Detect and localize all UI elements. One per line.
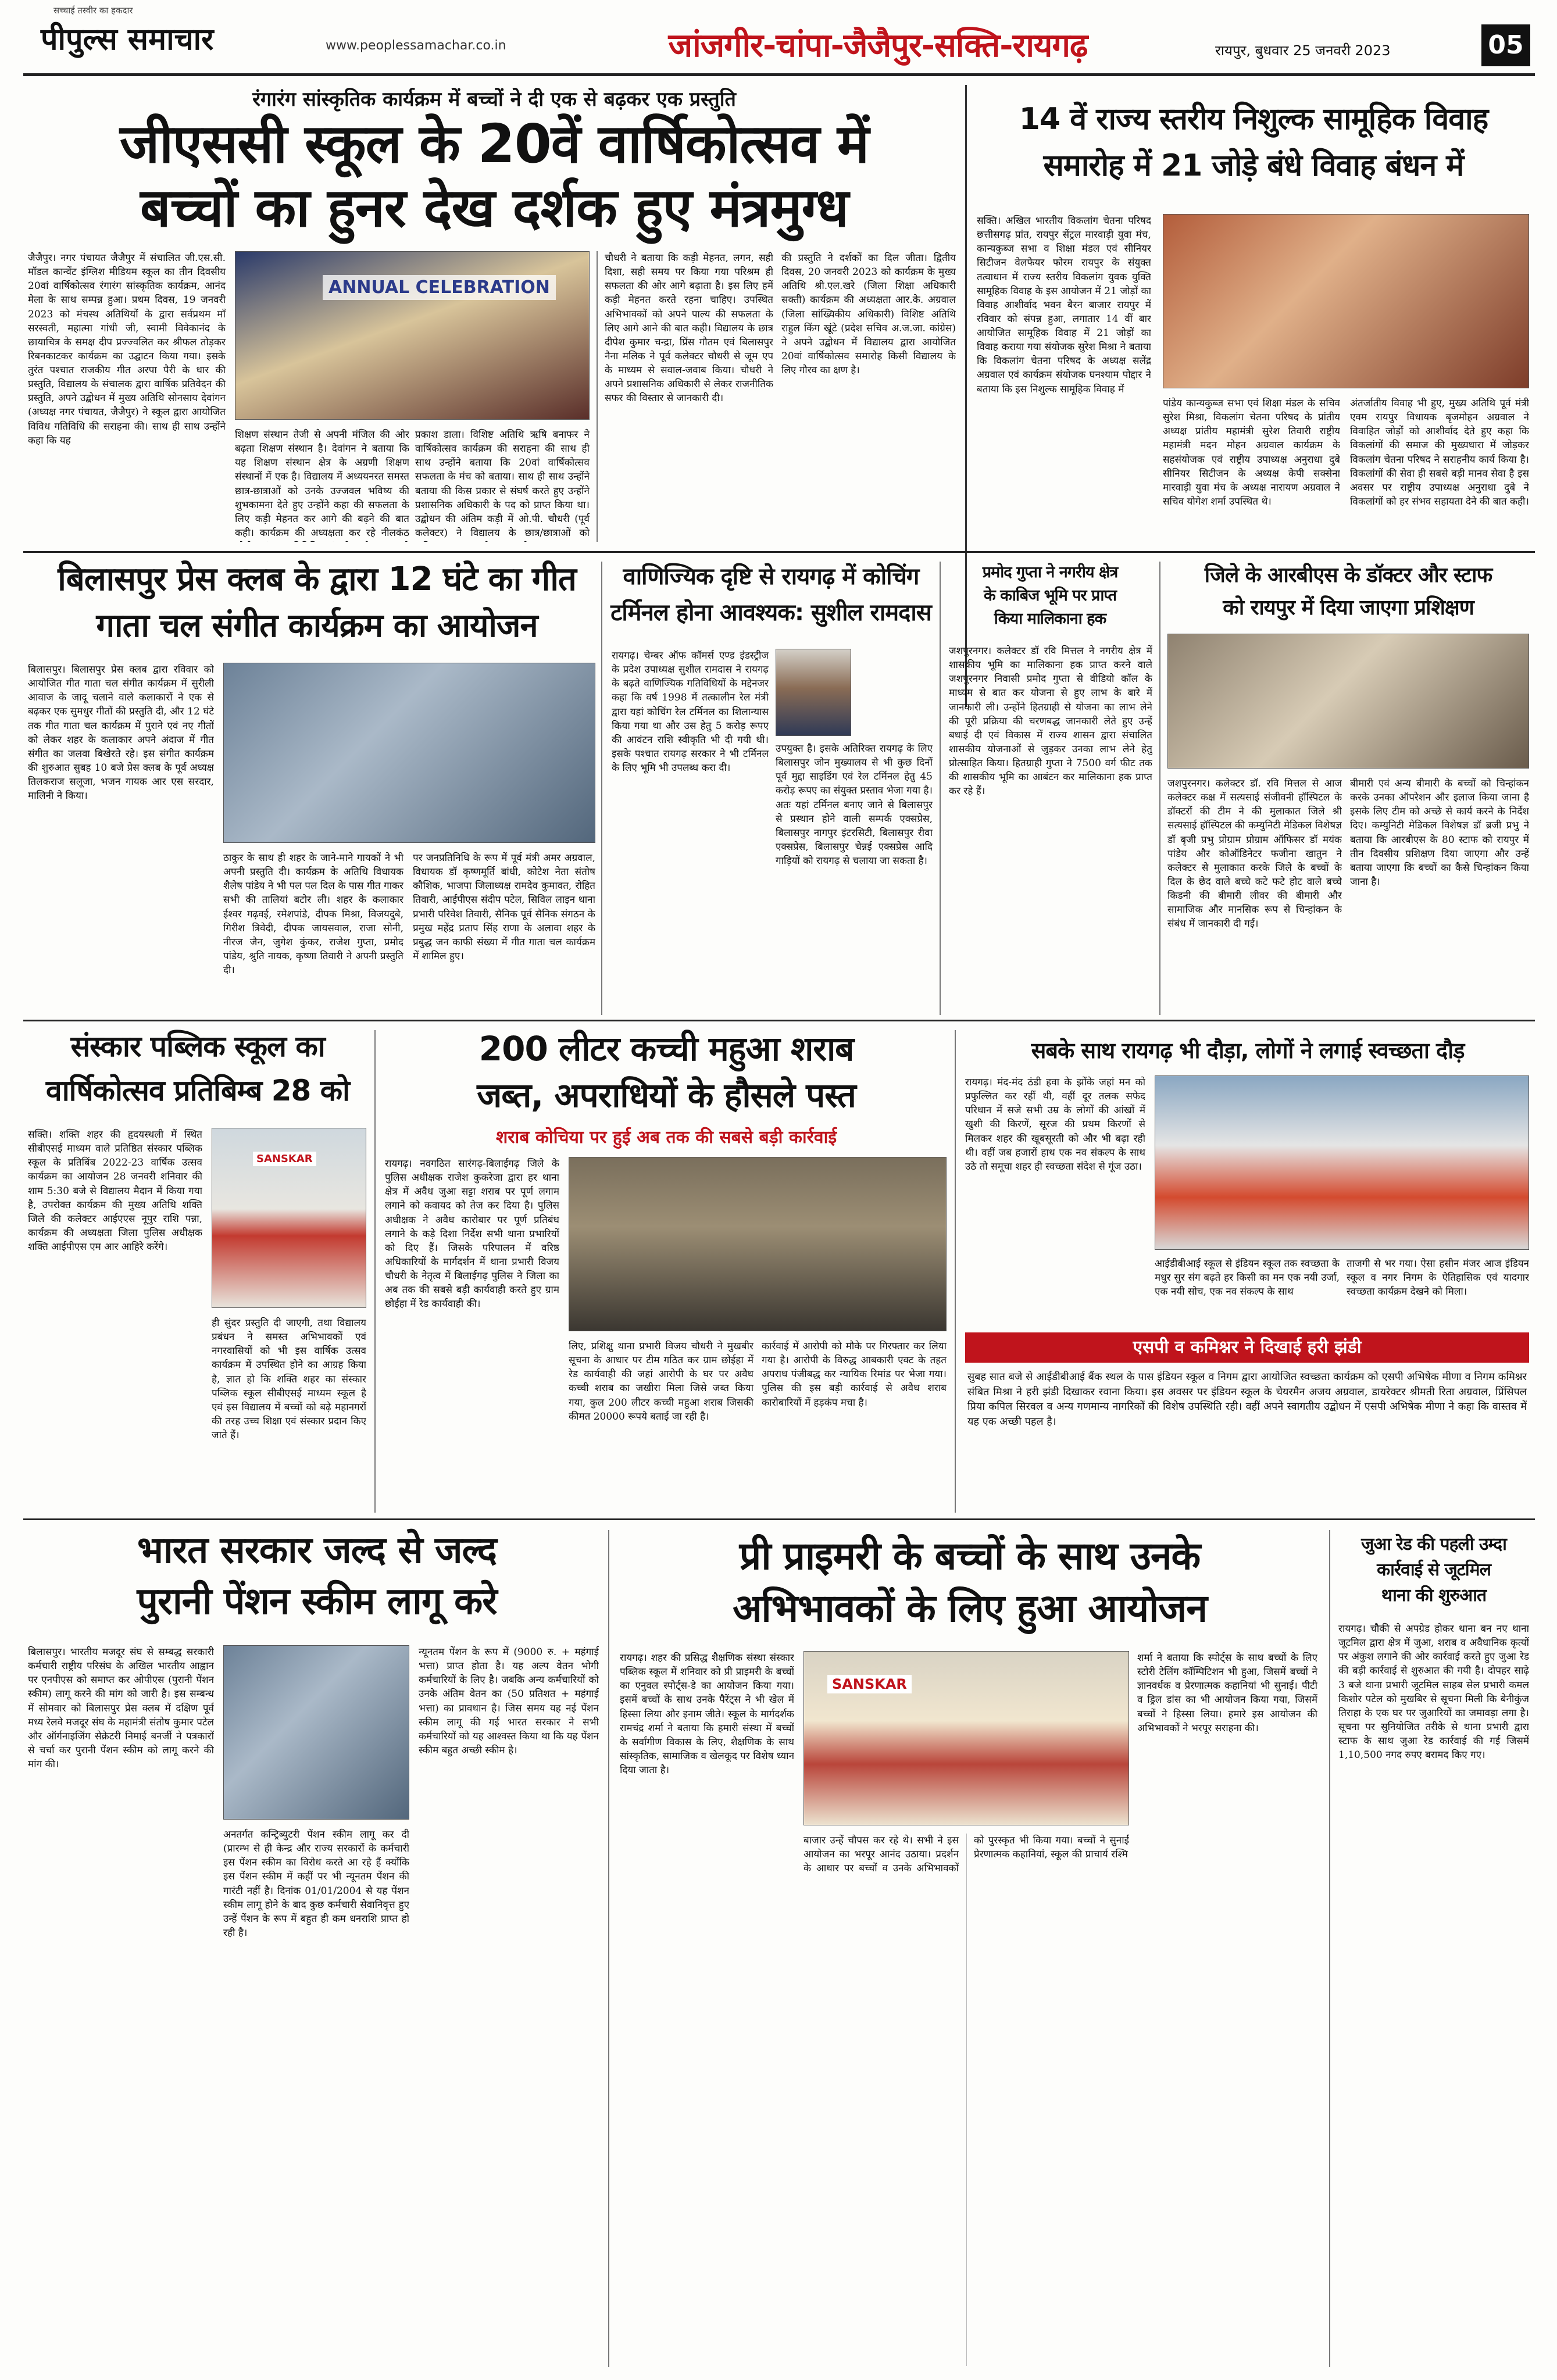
bilaspur-headline-1: बिलासपुर प्रेस क्लब के द्वारा 12 घंटे का गीत <box>58 560 576 598</box>
coaching-col-1 <box>612 649 769 1012</box>
sanskar-col-1 <box>28 1128 202 1509</box>
page-number: 05 <box>1481 24 1530 66</box>
pramod-headline-2: के काबिज भूमि पर प्राप्त <box>983 587 1117 605</box>
mahua-photo <box>569 1157 947 1331</box>
vivah-col-2 <box>1163 396 1340 542</box>
vivah-col-3 <box>1350 396 1529 542</box>
bilaspur-text-1: बिलासपुर। बिलासपुर प्रेस क्लब द्वारा रविवार को आयोजित गीत गाता चल संगीत कार्यक्रम में सुरीली आवाज के जादू चलाने वाले कलाकारों ने एक से बढ़कर एक सुमधुर गीतों की प्रस्तुति दी, और 12 घंटे तक गीत गाता चल कार्यक्रम में पुराने एवं नए गीतों को लेकर शहर के कलाकार अपने अंदाज में गीत संगीत का जलवा बिखेरते रहे। इस संगीत कार्यक्रम की शुरुआत सुबह 10 बजे प्रेस क्लब के पूर्व अध्यक्ष तिलकराज सलूजा, भजन गायक आर एस सरदार, मालिनी ने किया। <box>28 664 214 802</box>
run-headline: सबके साथ रायगढ़ भी दौड़ा, लोगों ने लगाई स्वच्छता दौड़ <box>1031 1038 1465 1063</box>
rbsk-headline-1: जिले के आरबीएस के डॉक्टर और स्टाफ <box>1204 563 1492 587</box>
bilaspur-col-3 <box>413 851 595 1012</box>
column-divider-low-1 <box>374 1030 376 1513</box>
pension-headline-2: पुरानी पेंशन स्कीम लागू करे <box>137 1580 497 1623</box>
column-divider-mid-2 <box>940 562 941 1015</box>
sanskar-headline-1: संस्कार पब्लिक स्कूल का <box>70 1030 325 1063</box>
bilaspur-col-1 <box>28 663 214 1012</box>
pension-text-3: न्यूनतम पेंशन के रूप में (9000 रु. + महंगाई भत्ता) प्राप्त होता है। यह अल्प वेतन भोगी कर्मचारियों के लिए है। जबकि अन्य कर्मचारियों को उनके अंतिम वेतन का (50 प्रतिशत + महंगाई भत्ता) का प्रावधान है। जिस समय यह नई पेंशन स्कीम लागू की गई भारत सरकार ने सभी कर्मचारियों को यह आश्वस्त किया था कि यह पेंशन स्कीम बहुत अच्छी स्कीम है। <box>419 1646 599 1756</box>
pension-col-2 <box>223 1828 409 2366</box>
mahua-col-2 <box>569 1339 753 1509</box>
rbsk-headline-2: को रायपुर में दिया जाएगा प्रशिक्षण <box>1223 596 1474 620</box>
run-col-1b <box>1155 1257 1340 1327</box>
sanskar-headline-2: वार्षिकोत्सव प्रतिबिम्ब 28 को <box>45 1074 350 1107</box>
preprimary-photo-label: SANSKAR <box>827 1675 912 1693</box>
mahua-headline-1: 200 लीटर कच्ची महुआ शराब <box>478 1029 854 1069</box>
preprimary-col-3 <box>804 1834 1129 2366</box>
column-divider-low-2 <box>955 1030 956 1513</box>
preprimary-col-1 <box>620 1651 794 2366</box>
jua-headline-2: कार्रवाई से जूटमिल <box>1377 1560 1491 1580</box>
preprimary-headline-2: अभिभावकों के लिए हुआ आयोजन <box>733 1586 1207 1631</box>
pramod-text-1: जशपुरनगर। कलेक्टर डॉ रवि मित्तल ने नगरीय क्षेत्र में शासकीय भूमि का मालिकाना हक प्राप्त करने वाले जशपुरनगर निवासी प्रमोद गुप्ता से वीडियो कॉल के माध्यम से बात कर योजना से हुए लाभ के बारे में जानकारी ली। उन्होंने हितग्राही से योजना का लाभ लेने की पूरी प्रक्रिया की चरणबद्ध जानकारी लेते हुए उन्हें बधाई दी एवं विकास में राज्य शासन द्वारा संचालित शासकीय योजनाओं से जुड़कर उनका लाभ लेने हेतु प्रोत्साहित किया। हितग्राही गुप्ता ने 7500 वर्ग फीट तक की शासकीय भूमि का आबंटन कर मालिकाना हक प्राप्त कर रहे हैं। <box>949 645 1152 798</box>
bilaspur-col-2 <box>223 851 403 1012</box>
pension-col-1 <box>28 1645 214 2366</box>
gsc-headline-2: बच्चों का हुनर देख दर्शक हुए मंत्रमुग्ध <box>140 177 848 239</box>
gsc-kicker: रंगारंग सांस्कृतिक कार्यक्रम में बच्चों ने दी एक से बढ़कर एक प्रस्तुति <box>252 88 736 111</box>
gsc-divider-1 <box>597 251 598 542</box>
mahua-col-3 <box>762 1339 947 1509</box>
vivah-text-3: अंतर्जातीय विवाह भी हुए, मुख्य अतिथि पूर्व मंत्री एवम रायपुर विधायक बृजमोहन अग्रवाल ने विवाहित जोड़ों को आशीर्वाद देते हुए कहा कि विकलांगों की समाज की मुख्यधारा में जोड़कर विकलांग चेतना परिषद ने सराहनीय कार्य किया है। विकलांगों की सेवा ही सबसे बड़ी मानव सेवा है इस अवसर पर राष्ट्रीय उपाध्यक्ष अनुराधा दुबे ने विकलांगों को हर संभव सहायता देने की बात कही। <box>1350 398 1529 508</box>
jua-col-1 <box>1338 1622 1529 2366</box>
masthead-rule <box>23 73 1535 76</box>
coaching-col-2 <box>776 742 933 1012</box>
pramod-headline-3: किया मालिकाना हक <box>994 610 1106 628</box>
vivah-headline-2: समारोह में 21 जोड़े बंधे विवाह बंधन में <box>1043 148 1464 183</box>
gsc-photo <box>235 251 590 420</box>
gsc-text-3: प्रकाश डाला। विशिष्ट अतिथि ऋषि बनाफर ने वार्षिकोत्सव कार्यक्रम की सराहना की साथ ही साथ उन्होंने बताया कि 20वां वार्षिकोत्सव सफलता के मंच को बताया। साथ ही साथ उन्होंने बताया की किस प्रकार से संघर्ष करते हुए उन्होंने प्रशासनिक अधिकारी के पद को प्राप्त किया था। उद्बोधन की अंतिम कड़ी में ओ.पी. चौधरी (पूर्व कलेक्टर) ने विद्यालय के छात्र/छात्राओं को <box>415 429 590 539</box>
bilaspur-text-2: ठाकुर के साथ ही शहर के जाने-माने गायकों ने भी अपनी प्रस्तुति दी। कार्यक्रम के अतिथि विधायक शैलेष पांडेय ने भी पल पल दिल के पास गीत गाकर सभी की तालियां बटोर ली। शहर के कलाकार ईश्वर गढ़वई, रमेशपांडे, दीपक मिश्रा, विजयदुबे, गिरीश त्रिवेदी, दीपक जायसवाल, राजा सोनी, नीरज जैन, जुगेश कुंकर, राजेश गुप्ता, प्रमोद पांडेय, श्रुति नायक, कृष्णा तिवारी ने अपनी प्रस्तुति दी। <box>223 852 403 976</box>
pension-text-2: अनतर्गत कन्ट्रिब्युटरी पेंशन स्कीम लागू कर दी (प्रारम्भ से ही केन्द्र और राज्य सरकारों के कर्मचारी इस पेंशन स्कीम का विरोध करते आ रहे हैं क्योंकि इस पेंशन स्कीम में कहीं पर भी न्यूनतम पेंशन की गारंटी नहीं है। दिनांक 01/01/2004 से यह पेंशन स्कीम लागू होने के बाद कुछ कर्मचारी सेवानिवृत्त हुए उन्हें पेंशन के रूप में बहुत ही कम धनराशि प्राप्त हो रही है। <box>223 1829 409 1939</box>
coaching-photo <box>776 649 851 736</box>
column-divider-bottom-1 <box>608 1530 609 2367</box>
preprimary-text-2: शर्मा ने बताया कि स्पोर्ट्स के साथ बच्चों के लिए स्टोरी टेलिंग कॉम्पिटिशन भी हुआ, जिसमें बच्चों ने ज्ञानवर्धक व प्रेरणात्मक कहानियां भी सुनाई। पीटी व ड्रिल डांस का भी आयोजन किया गया, जिसमें बच्चों ने हिस्सा लिया। हमारे इस आयोजन की अभिभावकों ने भरपूर सराहना की। <box>1137 1652 1317 1734</box>
gsc-col-3 <box>415 428 590 542</box>
rbsk-text-1: जशपुरनगर। कलेक्टर डॉ. रवि मित्तल से आज कलेक्टर कक्ष में सत्यसाई संजीवनी हॉस्पिटल के डॉक्टरों की टीम ने की मुलाकात जिले श्री सत्यसाई हॉस्पिटल की कम्युनिटी मेडिकल विशेषज्ञ डॉ बृजी प्रभु प्रोग्राम प्रोग्राम ऑफिसर डॉ मयंक पांडेय और कोऑडिनेटर फजीना खातुन ने कलेक्टर से मुलाकात करके जिले के बच्चों के दिल के छेद वाले बच्चे कटे फटे होट वाले बच्चे किडनी की बीमारी लीवर की बीमारी और सामाजिक और मानसिक रूप से चिन्हांकन के संबंध में जानकारी दी गई। <box>1167 778 1342 930</box>
rbsk-text-2: बीमारी एवं अन्य बीमारी के बच्चों को चिन्हांकन करके उनका ऑपरेशन और इलाज किया जाना है इसके लिए टीम को अच्छे से कार्य करने के निर्देश दिए। कम्युनिटी मेडिकल विशेषज्ञ डॉ ब्रजी प्रभु ने बताया कि आरबीएस के 80 स्टाफ को रायपुर में तीन दिवसीय प्रशिक्षण दिया जाएगा और उन्हें बताया जाएगा कि बच्चों का कैसे चिन्हांकन किया जाना है। <box>1350 778 1529 888</box>
vivah-text-2: पांडेय कान्यकुब्ज सभा एवं शिक्षा मंडल के सचिव सुरेश मिश्रा, विकलांग चेतना परिषद के प्रांतीय अध्यक्ष प्रांतीय महामंत्री सुरेश तिवारी राष्ट्रीय महामंत्री मदन मोहन अग्रवाल कार्यक्रम के सहसंयोजक एवं राष्ट्रीय उपाध्यक्ष अनुराधा दुबे सीनियर सिटीजन के अध्यक्ष केपी सक्सेना मारवाड़ी युवा मंच के अध्यक्ष नारायण अग्रवाल ने सचिव योगेश शर्मा उपस्थित थे। <box>1163 398 1340 508</box>
mahua-text-1: रायगढ़। नवगठित सारंगढ़-बिलाईगढ़ जिले के पुलिस अधीक्षक राजेश कुकरेजा द्वारा हर थाना क्षेत्र में अवैध जुआ सट्टा शराब पर पूर्ण लगाम लगाने को कवायद को तेज कर दिया है। पुलिस अधीक्षक ने अवैध कारोबार पर पूर्ण प्रतिबंध लगाने के कड़े दिशा निर्देश सभी थाना प्रभारियों को दिए हैं। जिसके परिपालन में वरिष्ठ अधिकारियों के मार्गदर्शन में थाना प्रभारी विजय चौधरी के नेतृत्व में बिलाईगढ़ पुलिस ने जिला का अब तक की सबसे बड़ी कार्यवाही करते हुए ग्राम छोईहा में रेड कार्यवाही की। <box>385 1158 559 1310</box>
gsc-col-2 <box>235 428 409 542</box>
sanskar-photo-label: SANSKAR <box>253 1152 316 1166</box>
mahua-text-3: कार्रवाई में आरोपी को मौके पर गिरफ्तार कर लिया गया है। आरोपी के विरुद्ध आबकारी एक्ट के तहत अपराध पंजीबद्ध कर न्यायिक रिमांड पर भेजा गया। पुलिस की इस बड़ी कार्रवाई से अवैध शराब कारोबारियों में हड़कंप मचा है। <box>762 1341 947 1409</box>
bilaspur-photo <box>223 663 595 843</box>
section-rule-2 <box>23 1020 1535 1021</box>
gsc-col-5 <box>781 251 956 542</box>
run-photo <box>1155 1075 1529 1250</box>
mahua-text-2: लिए, प्रशिक्षु थाना प्रभारी विजय चौधरी ने मुखबीर सूचना के आधार पर टीम गठित कर ग्राम छोईहा में रेड कार्यवाही की जहां आरोपी के घर पर अवैध कच्ची शराब का जखीरा मिला जिसे जब्त किया गया, कुल 200 लीटर कच्ची महुआ शराब जिसकी कीमत 20000 रूपये बताई जा रही है। <box>569 1341 753 1423</box>
column-divider-mid-3 <box>1159 562 1160 1015</box>
sanskar-col-2 <box>212 1316 366 1509</box>
gsc-photo-banner: ANNUAL CELEBRATION <box>323 275 556 300</box>
bilaspur-text-3: पर जनप्रतिनिधि के रूप में पूर्व मंत्री अमर अग्रवाल, विधायक डॉ कृष्णमूर्ति बांधी, कोटेश नेता संतोष कौशिक, भाजपा जिलाध्यक्ष रामदेव कुमावत, रोहित तिवारी, आईपीएस संदीप पटेल, सिविल लाइन थाना प्रभारी परिवेश तिवारी, सैनिक पूर्व सैनिक संगठन के प्रमुख महेंद्र प्रताप सिंह राणा के अलावा शहर के प्रबुद्ध जन काफी संख्या में गीत गाता चल कार्यक्रम में शामिल हुए। <box>413 852 595 962</box>
rbsk-col-2 <box>1350 777 1529 1012</box>
logo-tagline: सच्चाई तस्वीर का हकदार <box>53 5 133 16</box>
coaching-text-1: रायगढ़। चेम्बर ऑफ कॉमर्स एण्ड इंडस्ट्रीज के प्रदेश उपाध्यक्ष सुशील रामदास ने रायगढ़ के बढ़ते वाणिज्यिक गतिविधियों के मद्देनजर कहा कि वर्ष 1998 में तत्कालीन रेल मंत्री द्वारा यहां कोचिंग रेल टर्मिनल का शिलान्यास किया गया था और उस हेतु 5 करोड़ रूपए की आवंटन राशि स्वीकृति भी दी गयी थी। इसके पश्चात रायगढ़ सरकार ने भी टर्मिनल के लिए भूमि भी उपलब्ध करा दी। <box>612 650 769 774</box>
mahua-col-1 <box>385 1157 559 1509</box>
pramod-col-1 <box>949 644 1152 1012</box>
gsc-text-1: जैजैपुर। नगर पंचायत जैजैपुर में संचालित जी.एस.सी. मॉडल कान्वेंट इंग्लिश मीडियम स्कूल का तीन दिवसीय 20वां वार्षिकोत्सव रंगारंग सांस्कृतिक कार्यक्रम, आनंद मेला के साथ सम्पन्न हुआ। प्रथम दिवस, 19 जनवरी 2023 को मंचस्थ अतिथियों के द्वारा सर्वप्रथम माँ सरस्वती, महात्मा गांधी जी, स्वामी विवेकानंद के छायाचित्र के समक्ष दीप प्रज्ज्वलित कर श्रीफल तोड़कर रिबनकाटकर कार्यक्रम का उद्घाटन किया गया। इसके तुरंत पश्चात राजकीय गीत अरपा पैरी के धार की प्रस्तुति, विद्यालय के संचालक द्वारा वार्षिक प्रतिवेदन की प्रस्तुति, अपने उद्बोधन में मुख्य अतिथि सोनसाय देवांगन (अध्यक्ष नगर पंचायत, जैजैपुर) ने स्कूल द्वारा आयोजित विविध गतिविधि की सराहना की। साथ ही साथ उन्होंने कहा कि यह <box>28 252 226 446</box>
mahua-headline-2: जब्त, अपराधियों के हौसले पस्त <box>477 1075 856 1115</box>
mahua-subhead: शराब कोचिया पर हुई अब तक की सबसे बड़ी कार्रवाई <box>495 1127 837 1148</box>
sanskar-photo <box>212 1128 366 1308</box>
region-title: जांजगीर-चांपा-जैजैपुर-सक्ति-रायगढ़ <box>668 27 1088 65</box>
vivah-col-1 <box>977 214 1151 542</box>
bilaspur-headline-2: गाता चल संगीत कार्यक्रम का आयोजन <box>96 607 538 645</box>
run-sub-body <box>967 1370 1527 1509</box>
vivah-photo <box>1163 214 1529 388</box>
run-col-2 <box>1347 1257 1529 1327</box>
preprimary-text-1: रायगढ़। शहर की प्रसिद्ध शैक्षणिक संस्था संस्कार पब्लिक स्कूल में शनिवार को प्री प्राइमरी के बच्चों का एनुवल स्पोर्ट्स-डे का आयोजन किया गया। इसमें बच्चों के साथ उनके पैरेंट्स ने भी खेल में हिस्सा लिया और इनाम जीते। स्कूल के मार्गदर्शक रामचंद्र शर्मा ने बताया कि हमारी संस्था में बच्चों के सर्वांगीण विकास के लिए, शैक्षणिक के साथ सांस्कृतिक, सामाजिक व खेलकूद पर विशेष ध्यान दिया जाता है। <box>620 1652 794 1776</box>
column-divider-bottom-2 <box>1329 1530 1330 2367</box>
sanskar-text-1: सक्ति। शक्ति शहर की हृदयस्थली में स्थित सीबीएसई माध्यम वाले प्रतिष्ठित संस्कार पब्लिक स्कूल के प्रतिबिंब 2022-23 वार्षिक उत्सव कार्यक्रम का आयोजन 28 जनवरी शनिवार की शाम 5:30 बजे से विद्यालय मैदान में किया गया है, उपरोक्त कार्यक्रम की मुख्य अतिथि शक्ति जिले की कलेक्टर आईएएस नूपुर राशि पन्ना, कार्यक्रम की अध्यक्षता जिला पुलिस अधीक्षक शक्ति आईपीएस एम आर आहिरे करेंगे। <box>28 1129 202 1253</box>
gsc-col-4 <box>605 251 773 542</box>
run-col-1 <box>965 1075 1145 1267</box>
gsc-text-4: चौधरी ने बताया कि कड़ी मेहनत, लगन, सही दिशा, सही समय पर किया गया परिश्रम ही सफलता की ओर आगे बढ़ाता है। इस लिए हमें कड़ी मेहनत करते रहना चाहिए। उपस्थित अभिभावकों को अपने पाल्य की सफलता के लिए आगे आने की बात कही। विद्यालय के छात्र दीपेश कुमार चन्द्रा, प्रिंस गौतम एवं बिलासपुर नैना मलिक ने पूर्व कलेक्टर चौधरी से जूम एप के माध्यम से सवाल-जवाब किया। चौधरी ने अपने प्रशासनिक अधिकारी से लेकर राजनीतिक सफर की विस्तार से जानकारी दी। <box>605 252 773 405</box>
rbsk-photo <box>1167 634 1529 769</box>
coaching-text-2: उपयुक्त है। इसके अतिरिक्त रायगढ़ के लिए बिलासपुर जोन मुख्यालय से भी कुछ दिनों पूर्व मुद्दा साइडिंग एवं रेल टर्मिनल हेतु 45 करोड़ रूपए का संयुक्त प्रस्ताव भेजा गया है। अतः यहां टर्मिनल बनाए जाने से बिलासपुर से प्रस्थान होने वाली सम्पर्क एक्सप्रेस, बिलासपुर नागपुर इंटरसिटी, बिलासपुर रीवा एक्सप्रेस, बिलासपुर चेन्नई एक्सप्रेस आदि गाड़ियों को रायगढ़ से चलाया जा सकता है। <box>776 743 933 867</box>
gsc-headline-1: जीएससी स्कूल के 20वें वार्षिकोत्सव में <box>119 113 869 175</box>
sanskar-text-2: ही सुंदर प्रस्तुति दी जाएगी, तथा विद्यालय प्रबंधन ने समस्त अभिभावकों एवं नगरवासियों को भी इस वार्षिक उत्सव कार्यक्रम में उपस्थित होने का आग्रह किया है, ज्ञात हो कि शक्ति शहर का संस्कार पब्लिक स्कूल सीबीएसई माध्यम स्कूल है एवं इस विद्यालय में बच्चों को बढ़े महानगरों की तरह उच्च शिक्षा एवं संस्कार प्रदान किए जाते हैं। <box>212 1317 366 1441</box>
jua-headline-1: जुआ रेड की पहली उम्दा <box>1361 1534 1506 1554</box>
gsc-text-5: की प्रस्तुति ने दर्शकों का दिल जीता। द्वितीय दिवस, 20 जनवरी 2023 को कार्यक्रम के मुख्य अतिथि श्री.एल.खरे (जिला शिक्षा अधिकारी सक्ती) कार्यक्रम की अध्यक्षता आर.के. अग्रवाल (जिला सांख्यिकीय अधिकारी) विशिष्ट अतिथि राहुल किंग खूंटे (प्रदेश सचिव अ.ज.जा. कांग्रेस) ने अपने उद्बोधन में विद्यालय द्वारा आयोजित 20वां वार्षिकोत्सव समारोह किसी विद्यालय के लिए गौरव का क्षण है। <box>781 252 956 376</box>
website-url: www.peoplessamachar.co.in <box>326 38 506 53</box>
rbsk-col-1 <box>1167 777 1342 1012</box>
section-rule-1 <box>23 551 1535 553</box>
vivah-headline-1: 14 वें राज्य स्तरीय निशुल्क सामूहिक विवाह <box>1019 102 1488 137</box>
run-subband: एसपी व कमिश्नर ने दिखाई हरी झंडी <box>965 1332 1529 1363</box>
vivah-text-1: सक्ति। अखिल भारतीय विकलांग चेतना परिषद छत्तीसगढ़ प्रांत, रायपुर सेंट्रल मारवाड़ी युवा मंच, कान्यकुब्ज सभा व शिक्षा मंडल एवं सीनियर सिटीजन वेलफेयर फोरम रायपुर के संयुक्त तत्वाधान में राज्य स्तरीय विकलांग युवक युक्ति सामूहिक विवाह के इस आयोजन में 21 जोड़ों का विवाह आशीर्वाद भवन बैरन बाजार रायपुर में रविवार को संपन्न हुआ, लगातार 14 वीं बार आयोजित सामूहिक विवाह में 21 जोड़ों का विवाह कराया गया संयोजक सुरेश मिश्रा ने बताया कि विकलांग चेतना परिषद के अध्यक्ष सलेंद्र अग्रवाल एवं कार्यक्रम संयोजक घनश्याम पोद्दार ने बताया कि इस निशुल्क सामूहिक विवाह में <box>977 215 1151 395</box>
section-rule-3 <box>23 1518 1535 1520</box>
run-text-1: रायगढ़। मंद-मंद ठंडी हवा के झोंके जहां मन को प्रफुल्लित कर रहीं थी, वहीं दूर तलक सफेद परिधान में सजे सभी उम्र के लोगों की आंखों में खुशी की किरणें, सूरज की प्रथम किरणों से मिलकर शहर की खूबसूरती को और भी बढ़ा रही थी। वहीं जब हजारों हाथ एक नव संकल्प के साथ उठे तो समूचा शहर ही स्वच्छता संदेश से गूंज उठा। <box>965 1077 1145 1173</box>
dateline: रायपुर, बुधवार 25 जनवरी 2023 <box>1215 42 1391 59</box>
preprimary-col-2 <box>1137 1651 1317 2366</box>
pension-photo <box>223 1645 409 1820</box>
gsc-text-2: शिक्षण संस्थान तेजी से अपनी मंजिल की ओर बढ़ता शिक्षण संस्थान है। देवांगन ने बताया कि यह शिक्षण संस्थान क्षेत्र के अग्रणी शिक्षण संस्थानों में एक है। विद्यालय में अध्ययनरत समस्त छात्र-छात्राओं को उनके उज्जवल भविष्य की शुभकामना देते हुए उन्होंने कहा की सफलता के लिए कड़ी मेहनत कर आगे की बढ़ने की बात कही। कार्यक्रम की अध्यक्षता कर रहे नीलकंठ <box>235 429 409 539</box>
run-sub-text: सुबह सात बजे से आईडीबीआई बैंक स्थल के पास इंडियन स्कूल व निगम द्वारा आयोजित स्वच्छता कार्यक्रम को एसपी अभिषेक मीणा व निगम कमिश्नर संबित मिश्रा ने हरी झंडी दिखाकर रवाना किया। इस अवसर पर इंडियन स्कूल के चेयरमैन अजय अग्रवाल, डायरेक्टर श्रीमती रिता अग्रवाल, प्रिंसिपल प्रिया कपिल सिरवल व अन्य गणमान्य नागरिकों की विशेष उपस्थिति रही। वहीं अपने स्वागतीय उद्बोधन में एसपी अभिषेक मीणा ने कहा कि वास्तव में यह एक अच्छी पहल है। <box>967 1371 1527 1428</box>
run-text-2: ताजगी से भर गया। ऐसा हसीन मंजर आज इंडियन स्कूल व नगर निगम के ऐतिहासिक एवं यादगार स्वच्छता कार्यक्रम देखने को मिला। <box>1347 1258 1529 1298</box>
pension-headline-1: भारत सरकार जल्द से जल्द <box>137 1529 497 1572</box>
masthead <box>0 0 1557 74</box>
pension-col-3 <box>419 1645 599 2366</box>
preprimary-text-3: बाजार उन्हें चौपस कर रहे थे। सभी ने इस आयोजन का भरपूर आनंद उठाया। प्रदर्शन के आधार पर बच्चों व उनके अभिभावकों को पुरस्कृत भी किया गया। बच्चों ने सुनाईं प्रेरणात्मक कहानियां, स्कूल की प्राचार्य रश्मि <box>804 1835 1129 1875</box>
masthead-logo: पीपुल्स समाचार <box>41 22 214 57</box>
coaching-headline-2: टर्मिनल होना आवश्यक: सुशील रामदास <box>610 599 931 626</box>
preprimary-headline-1: प्री प्राइमरी के बच्चों के साथ उनके <box>739 1534 1201 1578</box>
jua-text-1: रायगढ़। चौकी से अपग्रेड होकर थाना बन नए थाना जूटमिल द्वारा क्षेत्र में जुआ, शराब व अवैधानिक कृत्यों पर अंकुश लगाने की ओर कार्रवाई करते हुए जुआ रेड की बड़ी कार्रवाई से शुरुआत की गयी है। दोपहर साढ़े 3 बजे थाना प्रभारी जूटमिल साहब सेल प्रभारी कमल किशोर पटेल को मुखबिर से सूचना मिली कि बेनीकुंज तिराहा के एक घर पर जुआरियों का जमावड़ा लगा है। सूचना पर सुनियोजित तरीके से थाना प्रभारी द्वारा स्टाफ के साथ जुआ रेड कार्रवाई की गई जिसमें 1,10,500 नगद रुपए बरामद किए गए। <box>1338 1623 1529 1761</box>
pramod-headline-1: प्रमोद गुप्ता ने नगरीय क्षेत्र <box>982 563 1118 581</box>
jua-headline-3: थाना की शुरुआत <box>1381 1585 1487 1606</box>
run-text-1b: आईडीबीआई स्कूल से इंडियन स्कूल तक स्वच्छता के मधुर सुर संग बढ़ते हर किसी का मन एक नयी उर्जा, एक नयी सोच, एक नव संकल्प के साथ <box>1155 1258 1340 1298</box>
preprimary-photo <box>804 1651 1129 1825</box>
gsc-col-1 <box>28 251 226 542</box>
pension-text-1: बिलासपुर। भारतीय मजदूर संघ से सम्बद्ध सरकारी कर्मचारी राष्ट्रीय परिसंघ के अखिल भारतीय आह्वान पर एनपीएस को समाप्त कर ओपीएस (पुरानी पेंशन स्कीम) लागू करने की मांग को जारी है। इस सम्बन्ध में सोमवार को बिलासपुर प्रेस क्लब में दक्षिण पूर्व मध्य रेलवे मजदूर संघ के महामंत्री संतोष कुमार पटेल और ऑर्गनाइजिंग सेक्रेटरी निमाई बनर्जी ने पत्रकारों से चर्चा कर पुरानी पेंशन स्कीम को लागू करने की मांग की। <box>28 1646 214 1770</box>
column-divider-mid-1 <box>601 562 602 1015</box>
coaching-headline-1: वाणिज्यिक दृष्टि से रायगढ़ में कोचिंग <box>623 563 919 590</box>
